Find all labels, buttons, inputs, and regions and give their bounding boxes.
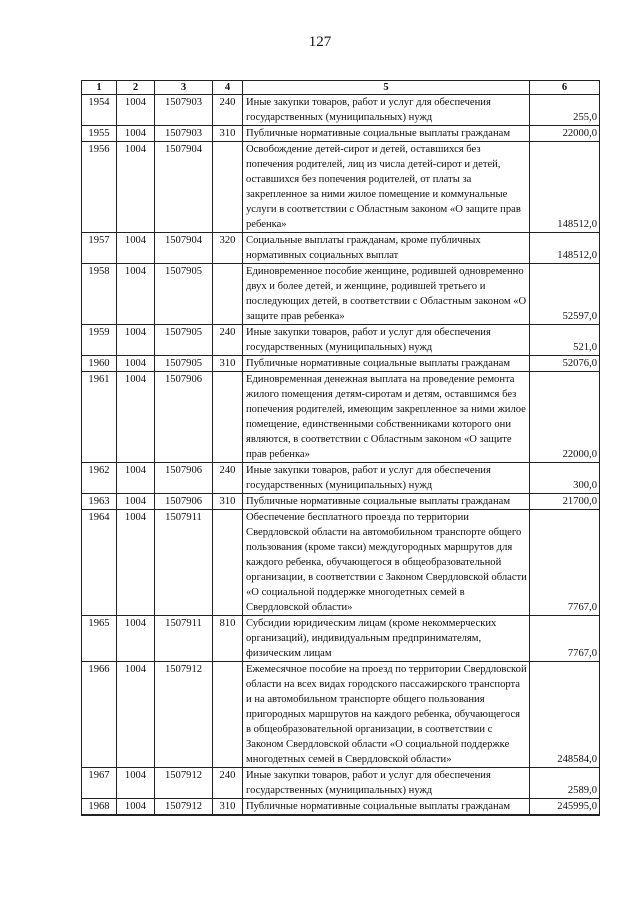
- row-number-cell: 1967: [82, 768, 117, 799]
- table-row: [82, 510, 600, 616]
- table-body: [82, 95, 600, 816]
- description-cell: Публичные нормативные социальные выплаты гражданам: [243, 356, 530, 372]
- row-number-cell: 1962: [82, 463, 117, 494]
- expense-type-cell: [213, 372, 243, 463]
- table-row: [82, 95, 600, 126]
- table-row: [82, 264, 600, 325]
- section-code-cell: 1004: [117, 126, 155, 142]
- row-number-cell: 1960: [82, 356, 117, 372]
- section-code-cell: 1004: [117, 356, 155, 372]
- expense-type-cell: [213, 142, 243, 233]
- description-cell: Публичные нормативные социальные выплаты гражданам: [243, 126, 530, 142]
- header-col-6: 6: [530, 81, 600, 95]
- page-number: 127: [308, 34, 332, 50]
- table-row: [82, 616, 600, 662]
- amount-cell: 7767,0: [530, 616, 600, 662]
- target-article-cell: 1507906: [155, 463, 213, 494]
- expense-type-cell: 310: [213, 494, 243, 510]
- amount-cell: 2589,0: [530, 768, 600, 799]
- section-code-cell: 1004: [117, 616, 155, 662]
- section-code-cell: 1004: [117, 799, 155, 816]
- expense-type-cell: 310: [213, 799, 243, 816]
- expense-type-cell: [213, 264, 243, 325]
- target-article-cell: 1507911: [155, 510, 213, 616]
- section-code-cell: 1004: [117, 494, 155, 510]
- expense-type-cell: [213, 510, 243, 616]
- row-number-cell: 1957: [82, 233, 117, 264]
- section-code-cell: 1004: [117, 768, 155, 799]
- expense-type-cell: [213, 662, 243, 768]
- target-article-cell: 1507906: [155, 372, 213, 463]
- target-article-cell: 1507905: [155, 325, 213, 356]
- section-code-cell: 1004: [117, 142, 155, 233]
- header-col-4: 4: [213, 81, 243, 95]
- expense-type-cell: 240: [213, 325, 243, 356]
- target-article-cell: 1507904: [155, 142, 213, 233]
- header-col-5: 5: [243, 81, 530, 95]
- section-code-cell: 1004: [117, 463, 155, 494]
- table-row: [82, 372, 600, 463]
- table-row: [82, 463, 600, 494]
- target-article-cell: 1507911: [155, 616, 213, 662]
- amount-cell: 148512,0: [530, 142, 600, 233]
- row-number-cell: 1956: [82, 142, 117, 233]
- description-cell: Иные закупки товаров, работ и услуг для обеспечения государственных (муниципальных) нужд: [243, 768, 530, 799]
- row-number-cell: 1966: [82, 662, 117, 768]
- amount-cell: 521,0: [530, 325, 600, 356]
- header-col-1: 1: [82, 81, 117, 95]
- row-number-cell: 1954: [82, 95, 117, 126]
- description-cell: Иные закупки товаров, работ и услуг для обеспечения государственных (муниципальных) нужд: [243, 463, 530, 494]
- table-row: [82, 233, 600, 264]
- amount-cell: 22000,0: [530, 126, 600, 142]
- section-code-cell: 1004: [117, 95, 155, 126]
- description-cell: Социальные выплаты гражданам, кроме публичных нормативных социальных выплат: [243, 233, 530, 264]
- description-cell: Единовременная денежная выплата на проведение ремонта жилого помещения детям-сиротам и детям, оставшимся без попечения родителей, имеющим закрепленное за ними жилое помещение, единственными собственниками которого они являются, в соответствии с Областным законом «О защите прав ребенка»: [243, 372, 530, 463]
- section-code-cell: 1004: [117, 264, 155, 325]
- section-code-cell: 1004: [117, 662, 155, 768]
- row-number-cell: 1964: [82, 510, 117, 616]
- amount-cell: 52597,0: [530, 264, 600, 325]
- table-row: [82, 126, 600, 142]
- amount-cell: 22000,0: [530, 372, 600, 463]
- row-number-cell: 1963: [82, 494, 117, 510]
- target-article-cell: 1507903: [155, 126, 213, 142]
- target-article-cell: 1507904: [155, 233, 213, 264]
- expense-type-cell: 240: [213, 768, 243, 799]
- amount-cell: 21700,0: [530, 494, 600, 510]
- target-article-cell: 1507906: [155, 494, 213, 510]
- amount-cell: 52076,0: [530, 356, 600, 372]
- target-article-cell: 1507912: [155, 799, 213, 816]
- amount-cell: 148512,0: [530, 233, 600, 264]
- section-code-cell: 1004: [117, 510, 155, 616]
- header-col-3: 3: [155, 81, 213, 95]
- target-article-cell: 1507912: [155, 662, 213, 768]
- target-article-cell: 1507903: [155, 95, 213, 126]
- expense-type-cell: 310: [213, 126, 243, 142]
- row-number-cell: 1965: [82, 616, 117, 662]
- target-article-cell: 1507905: [155, 264, 213, 325]
- table-row: [82, 768, 600, 799]
- description-cell: Освобождение детей-сирот и детей, оставшихся без попечения родителей, лиц из числа детей-сирот и детей, оставшихся без попечения родителей, от платы за закрепленное за ними жилое помещение и коммунальные услуги в соответствии с Областным законом «О защите прав ребенка»: [243, 142, 530, 233]
- expense-type-cell: 240: [213, 463, 243, 494]
- description-cell: Субсидии юридическим лицам (кроме некоммерческих организаций), индивидуальным предпринимателям, физическим лицам: [243, 616, 530, 662]
- table-row: [82, 662, 600, 768]
- table-row: [82, 142, 600, 233]
- header-col-2: 2: [117, 81, 155, 95]
- table-row: [82, 356, 600, 372]
- amount-cell: 248584,0: [530, 662, 600, 768]
- amount-cell: 300,0: [530, 463, 600, 494]
- expense-type-cell: 310: [213, 356, 243, 372]
- description-cell: Иные закупки товаров, работ и услуг для обеспечения государственных (муниципальных) нужд: [243, 95, 530, 126]
- description-cell: Иные закупки товаров, работ и услуг для обеспечения государственных (муниципальных) нужд: [243, 325, 530, 356]
- description-cell: Публичные нормативные социальные выплаты гражданам: [243, 799, 530, 816]
- amount-cell: 245995,0: [530, 799, 600, 816]
- expense-type-cell: 810: [213, 616, 243, 662]
- section-code-cell: 1004: [117, 233, 155, 264]
- description-cell: Публичные нормативные социальные выплаты гражданам: [243, 494, 530, 510]
- row-number-cell: 1961: [82, 372, 117, 463]
- row-number-cell: 1958: [82, 264, 117, 325]
- section-code-cell: 1004: [117, 372, 155, 463]
- target-article-cell: 1507912: [155, 768, 213, 799]
- amount-cell: 255,0: [530, 95, 600, 126]
- description-cell: Ежемесячное пособие на проезд по территории Свердловской области на всех видах городского пассажирского транспорта и на автомобильном транспорте общего пользования пригородных маршрутов на каждого ребенка, обучающегося в общеобразовательной организации, в соответствии с Законом Свердловской области «О социальной поддержке многодетных семей в Свердловской области»: [243, 662, 530, 768]
- section-code-cell: 1004: [117, 325, 155, 356]
- row-number-cell: 1968: [82, 799, 117, 816]
- table-row: [82, 494, 600, 510]
- description-cell: Обеспечение бесплатного проезда по территории Свердловской области на автомобильном транспорте общего пользования (кроме такси) междугородных маршрутов для каждого ребенка, обучающегося в общеобразовательной организации, в соответствии с Законом Свердловской области «О социальной поддержке многодетных семей в Свердловской области»: [243, 510, 530, 616]
- expense-type-cell: 240: [213, 95, 243, 126]
- expense-type-cell: 320: [213, 233, 243, 264]
- table-row: [82, 325, 600, 356]
- description-cell: Единовременное пособие женщине, родившей одновременно двух и более детей, и женщине, родившей третьего и последующих детей, в соответствии с Областным законом «О защите прав ребенка»: [243, 264, 530, 325]
- row-number-cell: 1959: [82, 325, 117, 356]
- target-article-cell: 1507905: [155, 356, 213, 372]
- amount-cell: 7767,0: [530, 510, 600, 616]
- header-row: [82, 81, 600, 95]
- table-row: [82, 799, 600, 816]
- row-number-cell: 1955: [82, 126, 117, 142]
- budget-table: [81, 80, 600, 816]
